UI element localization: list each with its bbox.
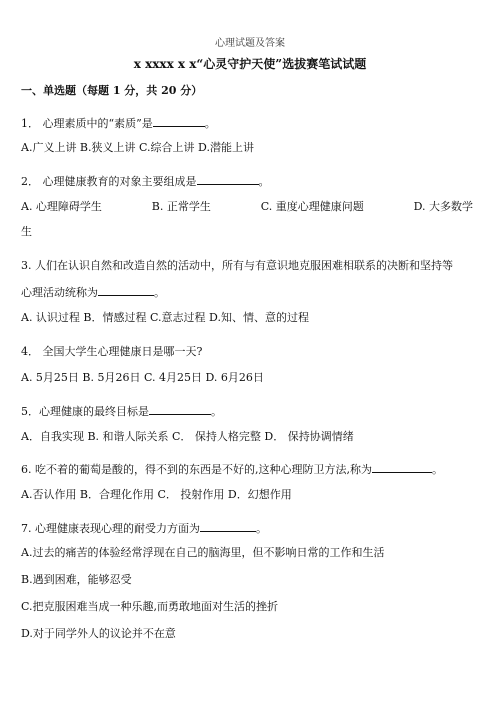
question-6-end: 。 [431, 463, 443, 476]
answer-blank [98, 285, 154, 296]
answer-blank [149, 404, 211, 415]
question-5-end: 。 [211, 405, 222, 418]
question-2-options-wrap: 生 [21, 225, 32, 238]
question-3-stem: 3. 人们在认识自然和改造自然的活动中，所有与有意识地克服困难相联系的决断和坚持等 [21, 259, 453, 272]
question-7-end: 。 [256, 522, 267, 535]
question-1-stem: 1． 心理素质中的“素质”是 [21, 117, 153, 130]
question-4-stem: 4． 全国大学生心理健康日是哪一天? [21, 345, 203, 358]
question-7 [21, 521, 267, 536]
question-6-options: A.否认作用 B．合理化作用 C． 投射作用 D．幻想作用 [21, 488, 292, 501]
question-7-option-a: A.过去的痛苦的体验经常浮现在自己的脑海里，但不影响日常的工作和生活 [21, 546, 385, 559]
question-5-options: A．自我实现 B. 和谐人际关系 C． 保持人格完整 D． 保持协调情绪 [21, 430, 354, 443]
question-2-stem: 2． 心理健康教育的对象主要组成是 [21, 175, 197, 188]
option-b: B. 正常学生 [151, 200, 211, 213]
answer-blank [197, 174, 259, 185]
answer-blank [200, 521, 256, 532]
question-1-end: 。 [204, 117, 216, 130]
question-6 [21, 462, 443, 477]
question-3-end: 。 [154, 286, 165, 299]
question-5 [21, 404, 222, 419]
question-3-options: A. 认识过程 B．情感过程 C.意志过程 D.知、情、意的过程 [21, 311, 309, 324]
question-7-option-b: B.遇到困难，能够忍受 [21, 573, 132, 586]
answer-blank [153, 116, 205, 127]
option-d: D. 大多数学 [413, 200, 473, 213]
question-4-options: A. 5月25日 B. 5月26日 C. 4月25日 D. 6月26日 [21, 371, 264, 384]
page-header: 心理试题及答案 [215, 38, 285, 49]
exam-title: x xxxx x x“心灵守护天使”选拔赛笔试试题 [133, 57, 367, 71]
question-7-stem: 7. 心理健康表现心理的耐受力方面为 [21, 522, 200, 535]
question-2-end: 。 [258, 175, 270, 188]
question-7-option-d: D.对于同学外人的议论并不在意 [21, 627, 176, 640]
question-7-option-c: C.把克服困难当成一种乐趣,而勇敢地面对生活的挫折 [21, 600, 279, 613]
question-6-stem: 6. 吃不着的葡萄是酸的，得不到的东西是不好的,这种心理防卫方法,称为 [21, 463, 372, 476]
question-5-stem: 5．心理健康的最终目标是 [21, 405, 149, 418]
question-3 [21, 285, 165, 300]
question-1 [21, 116, 216, 131]
question-1-options: A.广义上讲 B.狭义上讲 C.综合上讲 D.潜能上讲 [21, 141, 254, 154]
option-c: C. 重度心理健康问题 [260, 200, 364, 213]
option-a: A. 心理障碍学生 [21, 200, 102, 213]
section-heading: 一、单选题（每题 1 分，共 20 分） [21, 84, 203, 97]
question-3-stem-cont: 心理活动统称为 [21, 286, 98, 299]
question-2-options [21, 200, 473, 214]
question-2 [21, 174, 270, 189]
answer-blank [372, 462, 432, 473]
